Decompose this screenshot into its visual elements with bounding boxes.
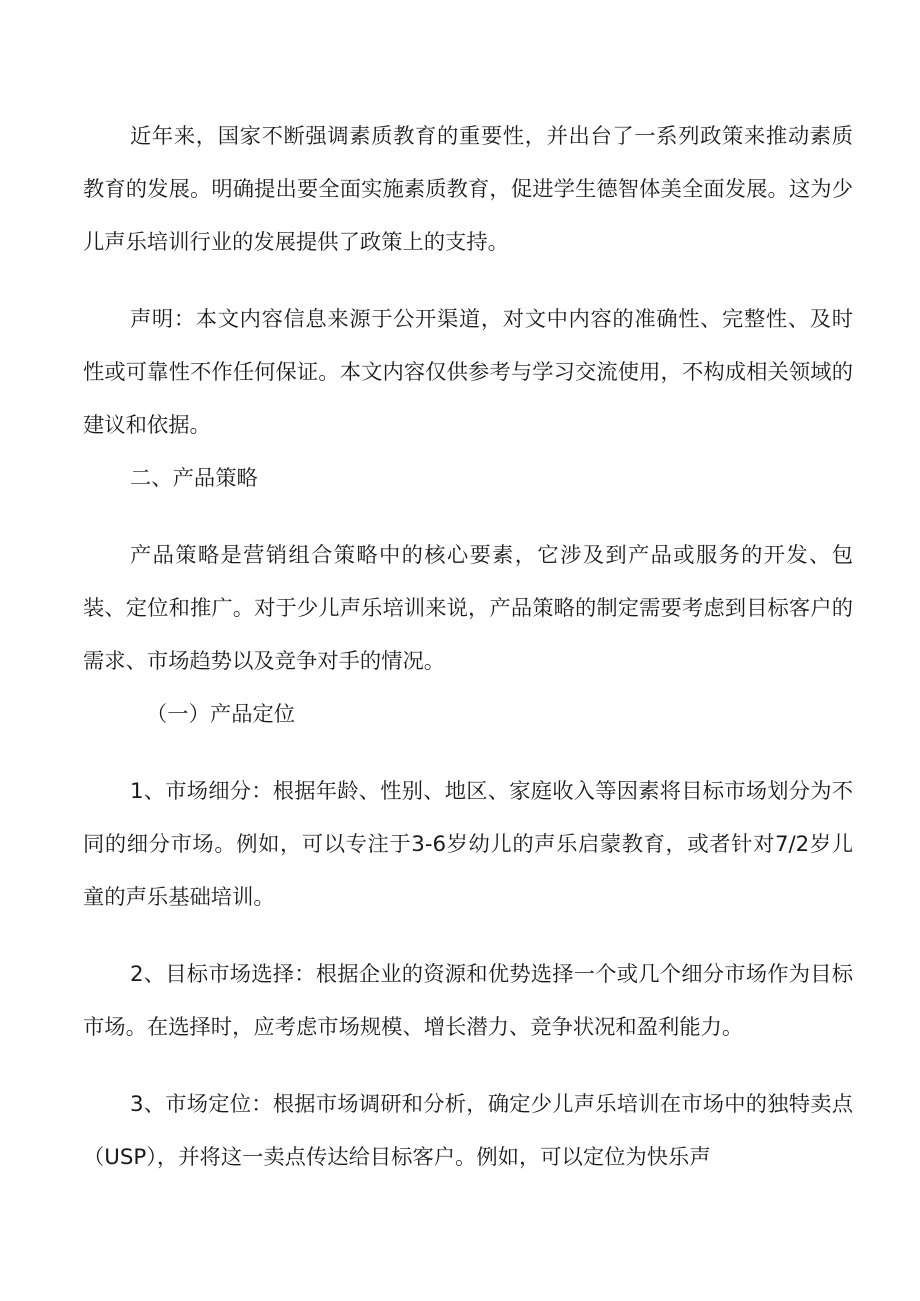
paragraph-product-strategy-intro: 产品策略是营销组合策略中的核心要素，它涉及到产品或服务的开发、包装、定位和推广。对于少儿声乐培训来说，产品策略的制定需要考虑到目标客户的需求、市场趋势以及竞争对手的情况。 [83,543,853,674]
list-item-market-positioning: 3、市场定位：根据市场调研和分析，确定少儿声乐培训在市场中的独特卖点（USP），并将这一卖点传达给目标客户。例如，可以定位为快乐声 [83,1092,853,1170]
paragraph-policy-support: 近年来，国家不断强调素质教育的重要性，并出台了一系列政策来推动素质教育的发展。明确提出要全面实施素质教育，促进学生德智体美全面发展。这为少儿声乐培训行业的发展提供了政策上的支持。 [83,124,853,255]
subsection-heading-product-positioning: （一）产品定位 [146,702,296,727]
list-item-target-market-selection: 2、目标市场选择：根据企业的资源和优势选择一个或几个细分市场作为目标市场。在选择时，应考虑市场规模、增长潜力、竞争状况和盈利能力。 [83,962,853,1040]
document-body [83,110,853,1184]
list-item-market-segmentation: 1、市场细分：根据年龄、性别、地区、家庭收入等因素将目标市场划分为不同的细分市场。例如，可以专注于3-6岁幼儿的声乐启蒙教育，或者针对7/2岁儿童的声乐基础培训。 [83,779,853,910]
section-heading-product-strategy: 二、产品策略 [130,466,258,491]
paragraph-disclaimer: 声明：本文内容信息来源于公开渠道，对文中内容的准确性、完整性、及时性或可靠性不作任何保证。本文内容仅供参考与学习交流使用，不构成相关领域的建议和依据。 [83,307,853,438]
